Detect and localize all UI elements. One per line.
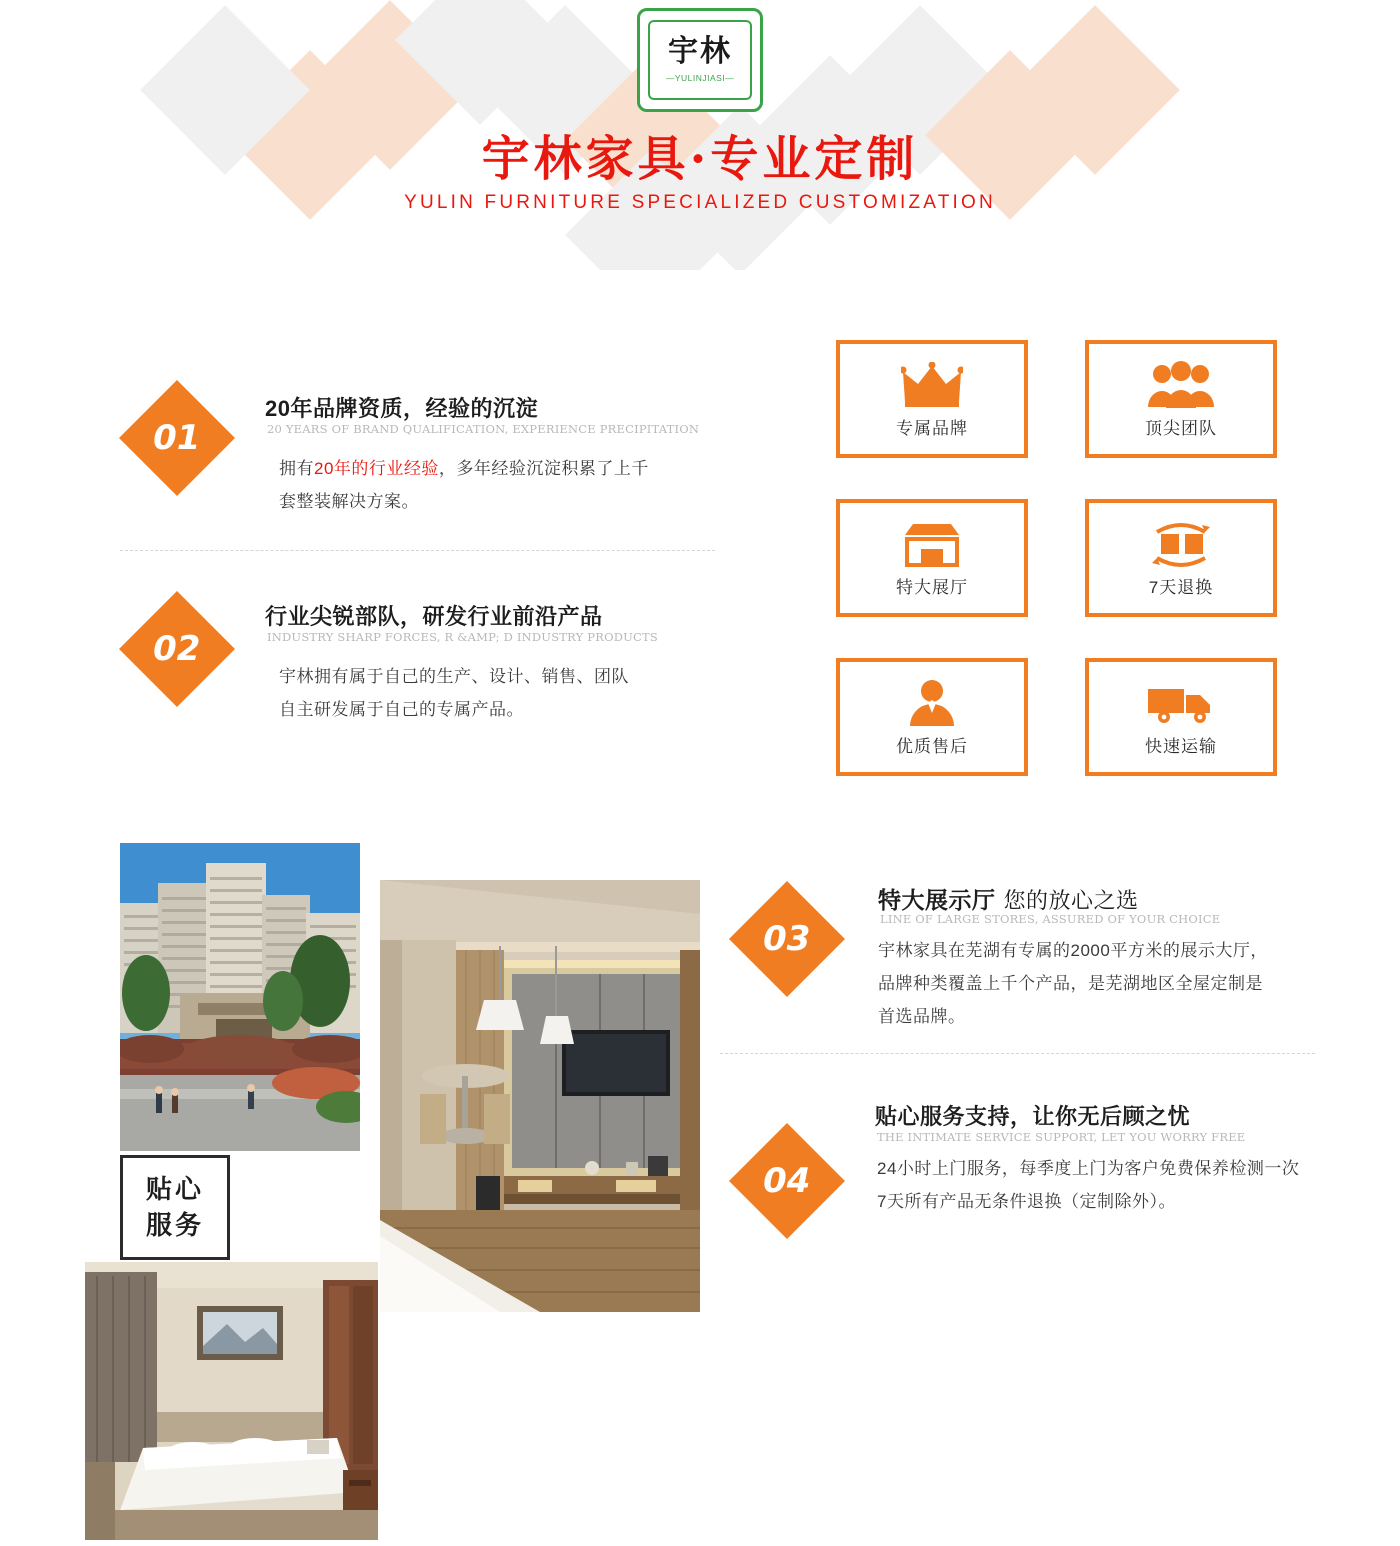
feature-divider-2 <box>720 1053 1315 1054</box>
feature-title-03-bold: 特大展示厅 <box>878 887 996 913</box>
service-badge <box>120 1155 230 1260</box>
page-title: 宇林家具·专业定制 <box>481 131 919 187</box>
page-header <box>0 0 1400 270</box>
feature-divider-1 <box>120 550 715 551</box>
storefront-icon <box>901 519 963 569</box>
advantage-cell-showroom[interactable] <box>836 499 1028 617</box>
feature-body-03-line1: 宇林家具在芜湖有专属的2000平方米的展示大厅， <box>878 941 1268 960</box>
feature-badge-01 <box>119 380 235 496</box>
advantage-cell-team[interactable] <box>1085 340 1277 458</box>
feature-title-02: 行业尖锐部队，研发行业前沿产品 <box>265 604 603 629</box>
return-icon <box>1149 519 1213 569</box>
page-subtitle: YULIN FURNITURE SPECIALIZED CUSTOMIZATION <box>404 192 996 213</box>
photo-building <box>120 843 360 1151</box>
feature-body-04-line1: 24小时上门服务，每季度上门为客户免费保养检测一次 <box>877 1159 1300 1178</box>
advantage-cell-aftersales[interactable] <box>836 658 1028 776</box>
feature-subtitle-01: 20 YEARS OF BRAND QUALIFICATION, EXPERIENCE PRECIPITATION <box>267 422 700 436</box>
feature-body-04 <box>877 1152 1377 1218</box>
photo-livingroom <box>380 880 700 1312</box>
feature-body-01-highlight: 20年的行业经验 <box>314 459 439 478</box>
feature-badge-04 <box>729 1123 845 1239</box>
feature-body-03 <box>878 934 1358 1033</box>
advantage-cell-return[interactable] <box>1085 499 1277 617</box>
team-icon <box>1146 360 1216 410</box>
advantage-label-showroom: 特大展厅 <box>896 577 968 597</box>
advantage-label-aftersales: 优质售后 <box>896 736 968 756</box>
feature-title-01: 20年品牌资质，经验的沉淀 <box>265 396 538 421</box>
feature-body-01-post: ，多年经验沉淀积累了上千 <box>438 459 649 478</box>
feature-body-01 <box>279 452 749 518</box>
feature-badge-02 <box>119 591 235 707</box>
feature-body-01-line2: 套整装解决方案。 <box>279 492 419 512</box>
service-man-icon <box>904 678 960 728</box>
advantage-cell-brand[interactable] <box>836 340 1028 458</box>
feature-body-03-line2: 品牌种类覆盖上千个产品，是芜湖地区全屋定制是 <box>878 974 1263 994</box>
logo-en-text: —YULINJIASI— <box>665 73 735 83</box>
feature-subtitle-02: INDUSTRY SHARP FORCES, R &AMP; D INDUSTRY PRODUCTS <box>267 630 658 644</box>
feature-number-01: 01 <box>153 417 201 458</box>
advantage-label-return: 7天退换 <box>1148 577 1214 597</box>
feature-body-03-line3: 首选品牌。 <box>878 1007 966 1027</box>
feature-number-02: 02 <box>153 628 201 669</box>
advantage-cell-shipping[interactable] <box>1085 658 1277 776</box>
advantage-label-brand: 专属品牌 <box>896 418 968 438</box>
feature-subtitle-04: THE INTIMATE SERVICE SUPPORT, LET YOU WORRY FREE <box>877 1130 1246 1144</box>
feature-body-02 <box>279 660 749 726</box>
crown-icon <box>901 360 963 410</box>
advantage-label-shipping: 快速运输 <box>1145 736 1217 756</box>
feature-title-03-rest: 您的放心之选 <box>1003 888 1139 913</box>
feature-title-04: 贴心服务支持，让你无后顾之忧 <box>875 1104 1191 1129</box>
service-badge-line1: 贴心 <box>145 1174 204 1205</box>
truck-icon <box>1146 678 1216 728</box>
feature-subtitle-03: LINE OF LARGE STORES, ASSURED OF YOUR CHOICE <box>880 912 1221 926</box>
feature-body-02-line1: 宇林拥有属于自己的生产、设计、销售、团队 <box>279 667 629 686</box>
service-badge-line2: 服务 <box>145 1209 204 1240</box>
feature-body-01-pre: 拥有 <box>279 459 314 478</box>
feature-badge-03 <box>729 881 845 997</box>
feature-body-04-line2: 7天所有产品无条件退换（定制除外）。 <box>877 1192 1176 1212</box>
yulin-logo <box>637 8 763 112</box>
feature-title-03 <box>878 882 1139 915</box>
logo-cn-text: 宇林 <box>668 34 732 69</box>
feature-number-03: 03 <box>763 918 811 959</box>
advantage-label-team: 顶尖团队 <box>1145 418 1217 438</box>
feature-number-04: 04 <box>763 1160 811 1201</box>
photo-bedroom <box>85 1262 378 1540</box>
feature-body-02-line2: 自主研发属于自己的专属产品。 <box>279 700 524 720</box>
